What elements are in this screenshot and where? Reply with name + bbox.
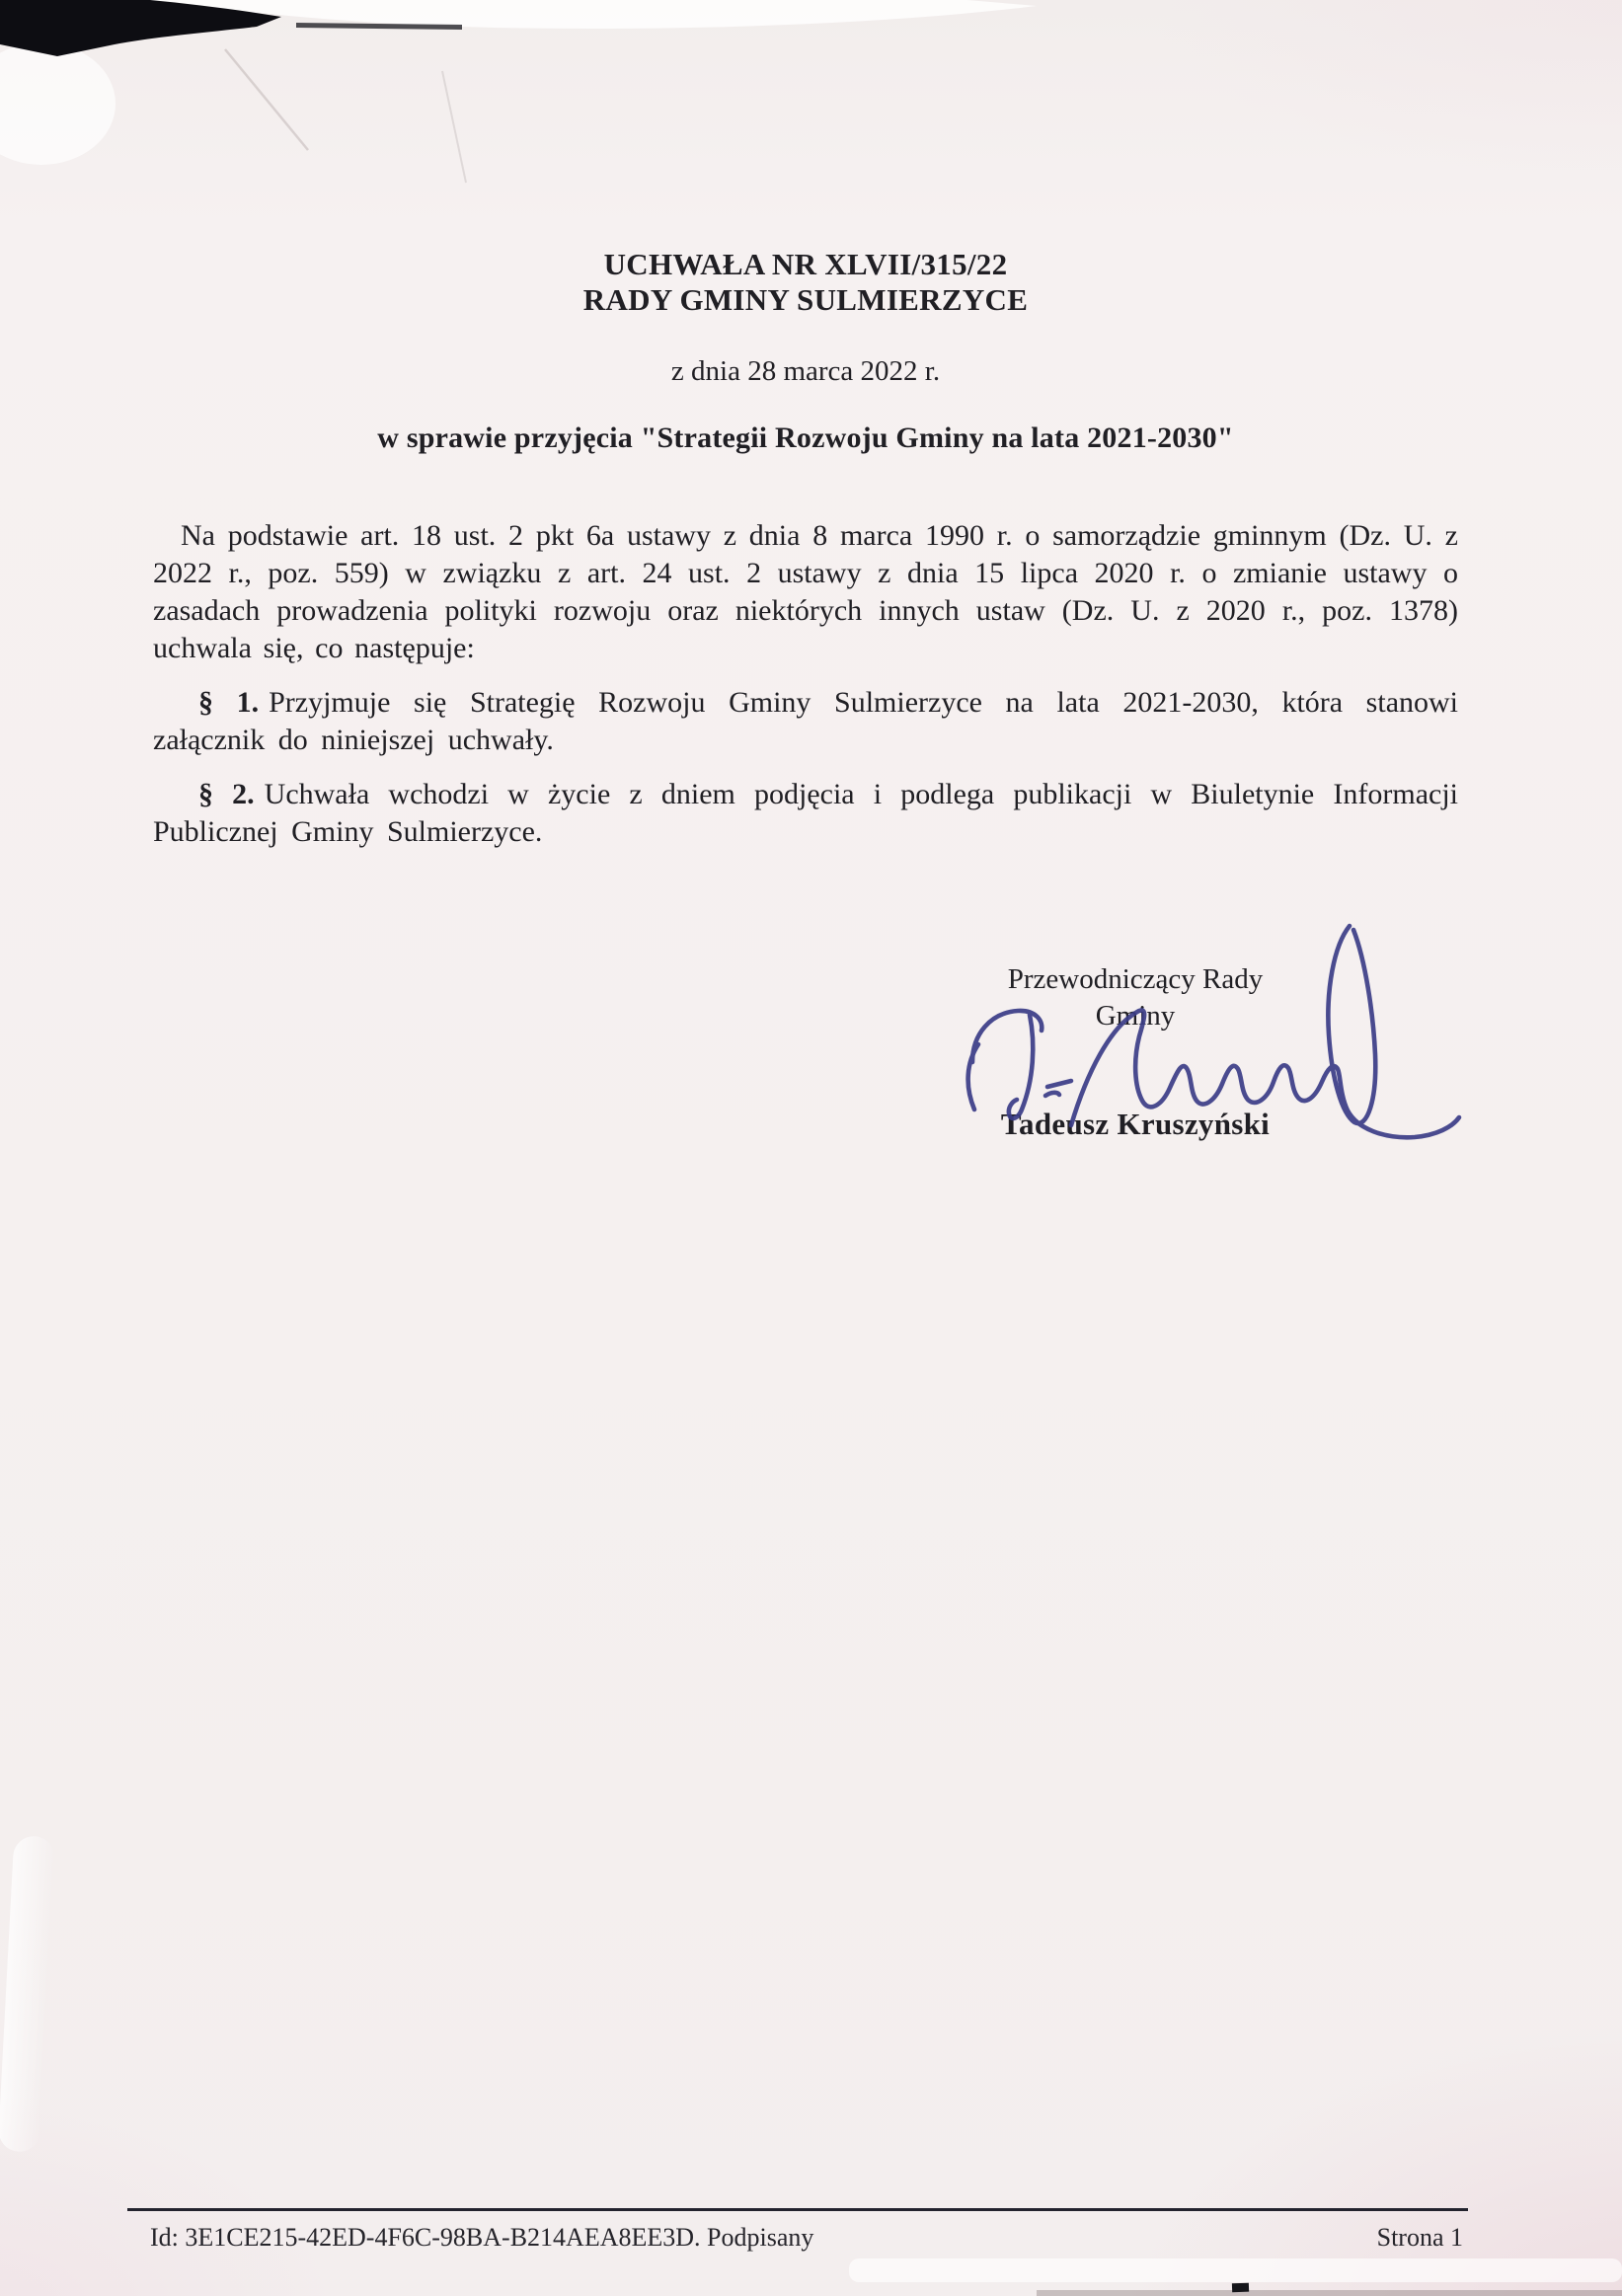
scan-artifact-streak (296, 23, 462, 30)
scan-artifact-blob (0, 0, 281, 56)
section-text: Przyjmuje się Strategię Rozwoju Gminy Sulmierzyce na lata 2021-2030, która stanowi załącznik do niniejszej uchwały. (153, 686, 1459, 756)
document-header (153, 247, 1458, 456)
council-name-title: RADY GMINY SULMIERZYCE (582, 282, 1029, 317)
section-marker: § 2. (198, 778, 255, 810)
signature-block (938, 961, 1333, 1142)
document-footer (150, 2222, 1463, 2254)
crease-highlight-left (0, 1835, 55, 2153)
resolution-date: z dnia 28 marca 2022 r. (670, 355, 941, 387)
signer-role-line-1: Przewodniczący Rady (1007, 963, 1264, 995)
scanner-edge-white-bottom (849, 2258, 1622, 2282)
signer-role-line-2: Gminy (1095, 1000, 1176, 1032)
signature-stroke (1328, 926, 1375, 1123)
legal-basis-paragraph: Na podstawie art. 18 ust. 2 pkt 6a ustawy z dnia 8 marca 1990 r. o samorządzie gminnym (Dz. U. z 2022 r., poz. 559) w związku z art. 24 ust. 2 ustawy z dnia 15 lipca 2020 r. o zmianie ustawy o zasadach prowadzenia polityki rozwoju oraz niektórych innych ustaw (Dz. U. z 2020 r., poz. 1378) uchwala się, co następuje: (153, 519, 1458, 664)
bottom-edge-shadow (1037, 2290, 1622, 2296)
resolution-subject: w sprawie przyjęcia "Strategii Rozwoju Gminy na lata 2021-2030" (377, 421, 1234, 454)
document-body (153, 517, 1458, 851)
scanner-edge-white (148, 0, 1037, 29)
page-number: Strona 1 (1376, 2223, 1463, 2252)
section-text: Uchwała wchodzi w życie z dniem podjęcia i podlega publikacji w Biuletynie Informacji Publicznej Gminy Sulmierzyce. (153, 778, 1459, 848)
crease-line (225, 49, 308, 150)
paper-fold-highlight (0, 42, 116, 165)
footer-rule (127, 2208, 1468, 2211)
resolution-number-title: UCHWAŁA NR XLVII/315/22 (603, 247, 1008, 281)
section-paragraph-2 (153, 776, 1458, 851)
signer-name: Tadeusz Kruszyński (1000, 1107, 1271, 1141)
scan-artifact-top (0, 0, 1086, 197)
crease-line (442, 71, 466, 183)
section-paragraph-1 (153, 684, 1458, 759)
scan-artifact-tick (1232, 2283, 1249, 2293)
section-marker: § 1. (198, 686, 260, 719)
document-id: Id: 3E1CE215-42ED-4F6C-98BA-B214AEA8EE3D. Podpisany (150, 2223, 814, 2252)
